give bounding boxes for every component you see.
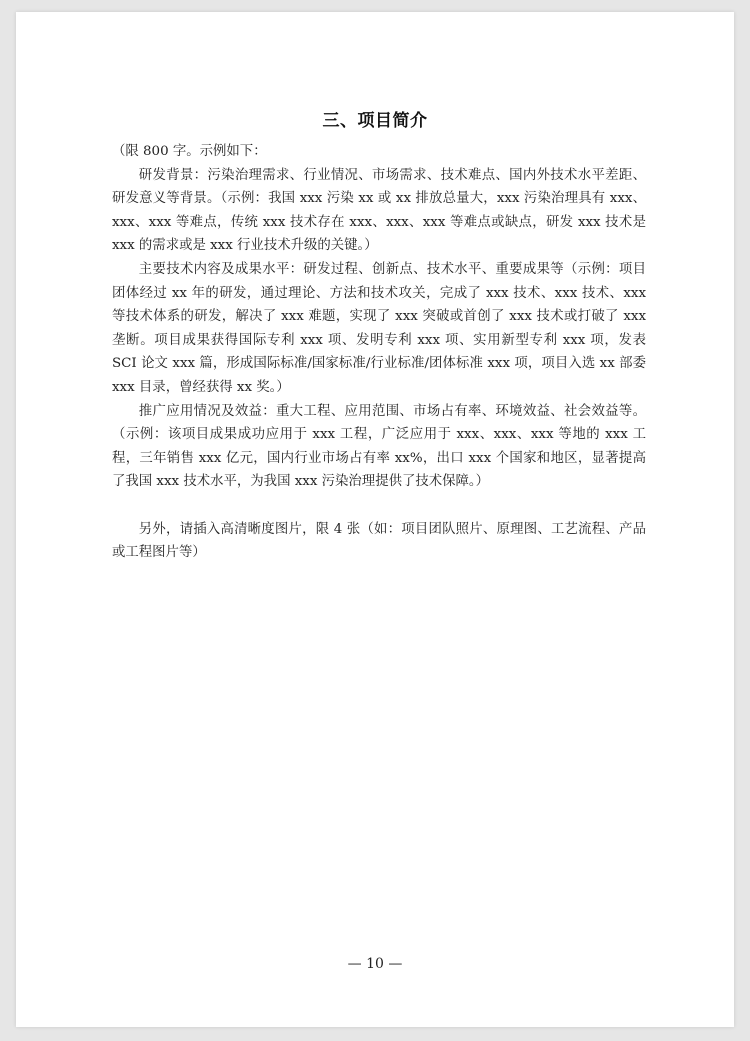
section-title: 三、项目简介	[322, 111, 428, 131]
paragraph-application: 推广应用情况及效益：重大工程、应用范围、市场占有率、环境效益、社会效益等。（示例：该项目成果成功应用于 xxx 工程，广泛应用于 xxx、xxx、xxx 等地的 xxx 工程，三年销售 xxx 亿元，国内行业市场占有率 xx%，出口 xxx 个国家和地区，显著提高了我国 xxx 技术水平，为我国 xxx 污染治理提供了技术保障。）	[112, 403, 646, 490]
page-number: — 10 —	[347, 956, 403, 972]
intro-note: （限 800 字。示例如下：	[112, 144, 267, 159]
document-body	[112, 140, 646, 565]
extra-note: 另外，请插入高清晰度图片，限 4 张（如：项目团队照片、原理图、工艺流程、产品或工程图片等）	[112, 521, 646, 561]
paragraph-technical-content: 主要技术内容及成果水平：研发过程、创新点、技术水平、重要成果等（示例：项目团体经过 xx 年的研发，通过理论、方法和技术攻关，完成了 xxx 技术、xxx 技术、xxx 等技术体系的研发，解决了 xxx 难题，实现了 xxx 突破或首创了 xxx 技术或打破了 xxx 垄断。项目成果获得国际专利 xxx 项、发明专利 xxx 项、实用新型专利 xxx 项，发表 SCI 论文 xxx 篇，形成国际标准/国家标准/行业标准/团体标准 xxx 项，项目入选 xx 部委 xxx 目录，曾经获得 xx 奖。）	[112, 261, 646, 395]
blank-line	[112, 494, 646, 518]
document-page	[16, 12, 734, 1027]
paragraph-background: 研发背景：污染治理需求、行业情况、市场需求、技术难点、国内外技术水平差距、研发意义等背景。（示例：我国 xxx 污染 xx 或 xx 排放总量大，xxx 污染治理具有 xxx、xxx、xxx 等难点，传统 xxx 技术存在 xxx、xxx、xxx 等难点或缺点，研发 xxx 技术是 xxx 的需求或是 xxx 行业技术升级的关键。）	[112, 167, 646, 254]
